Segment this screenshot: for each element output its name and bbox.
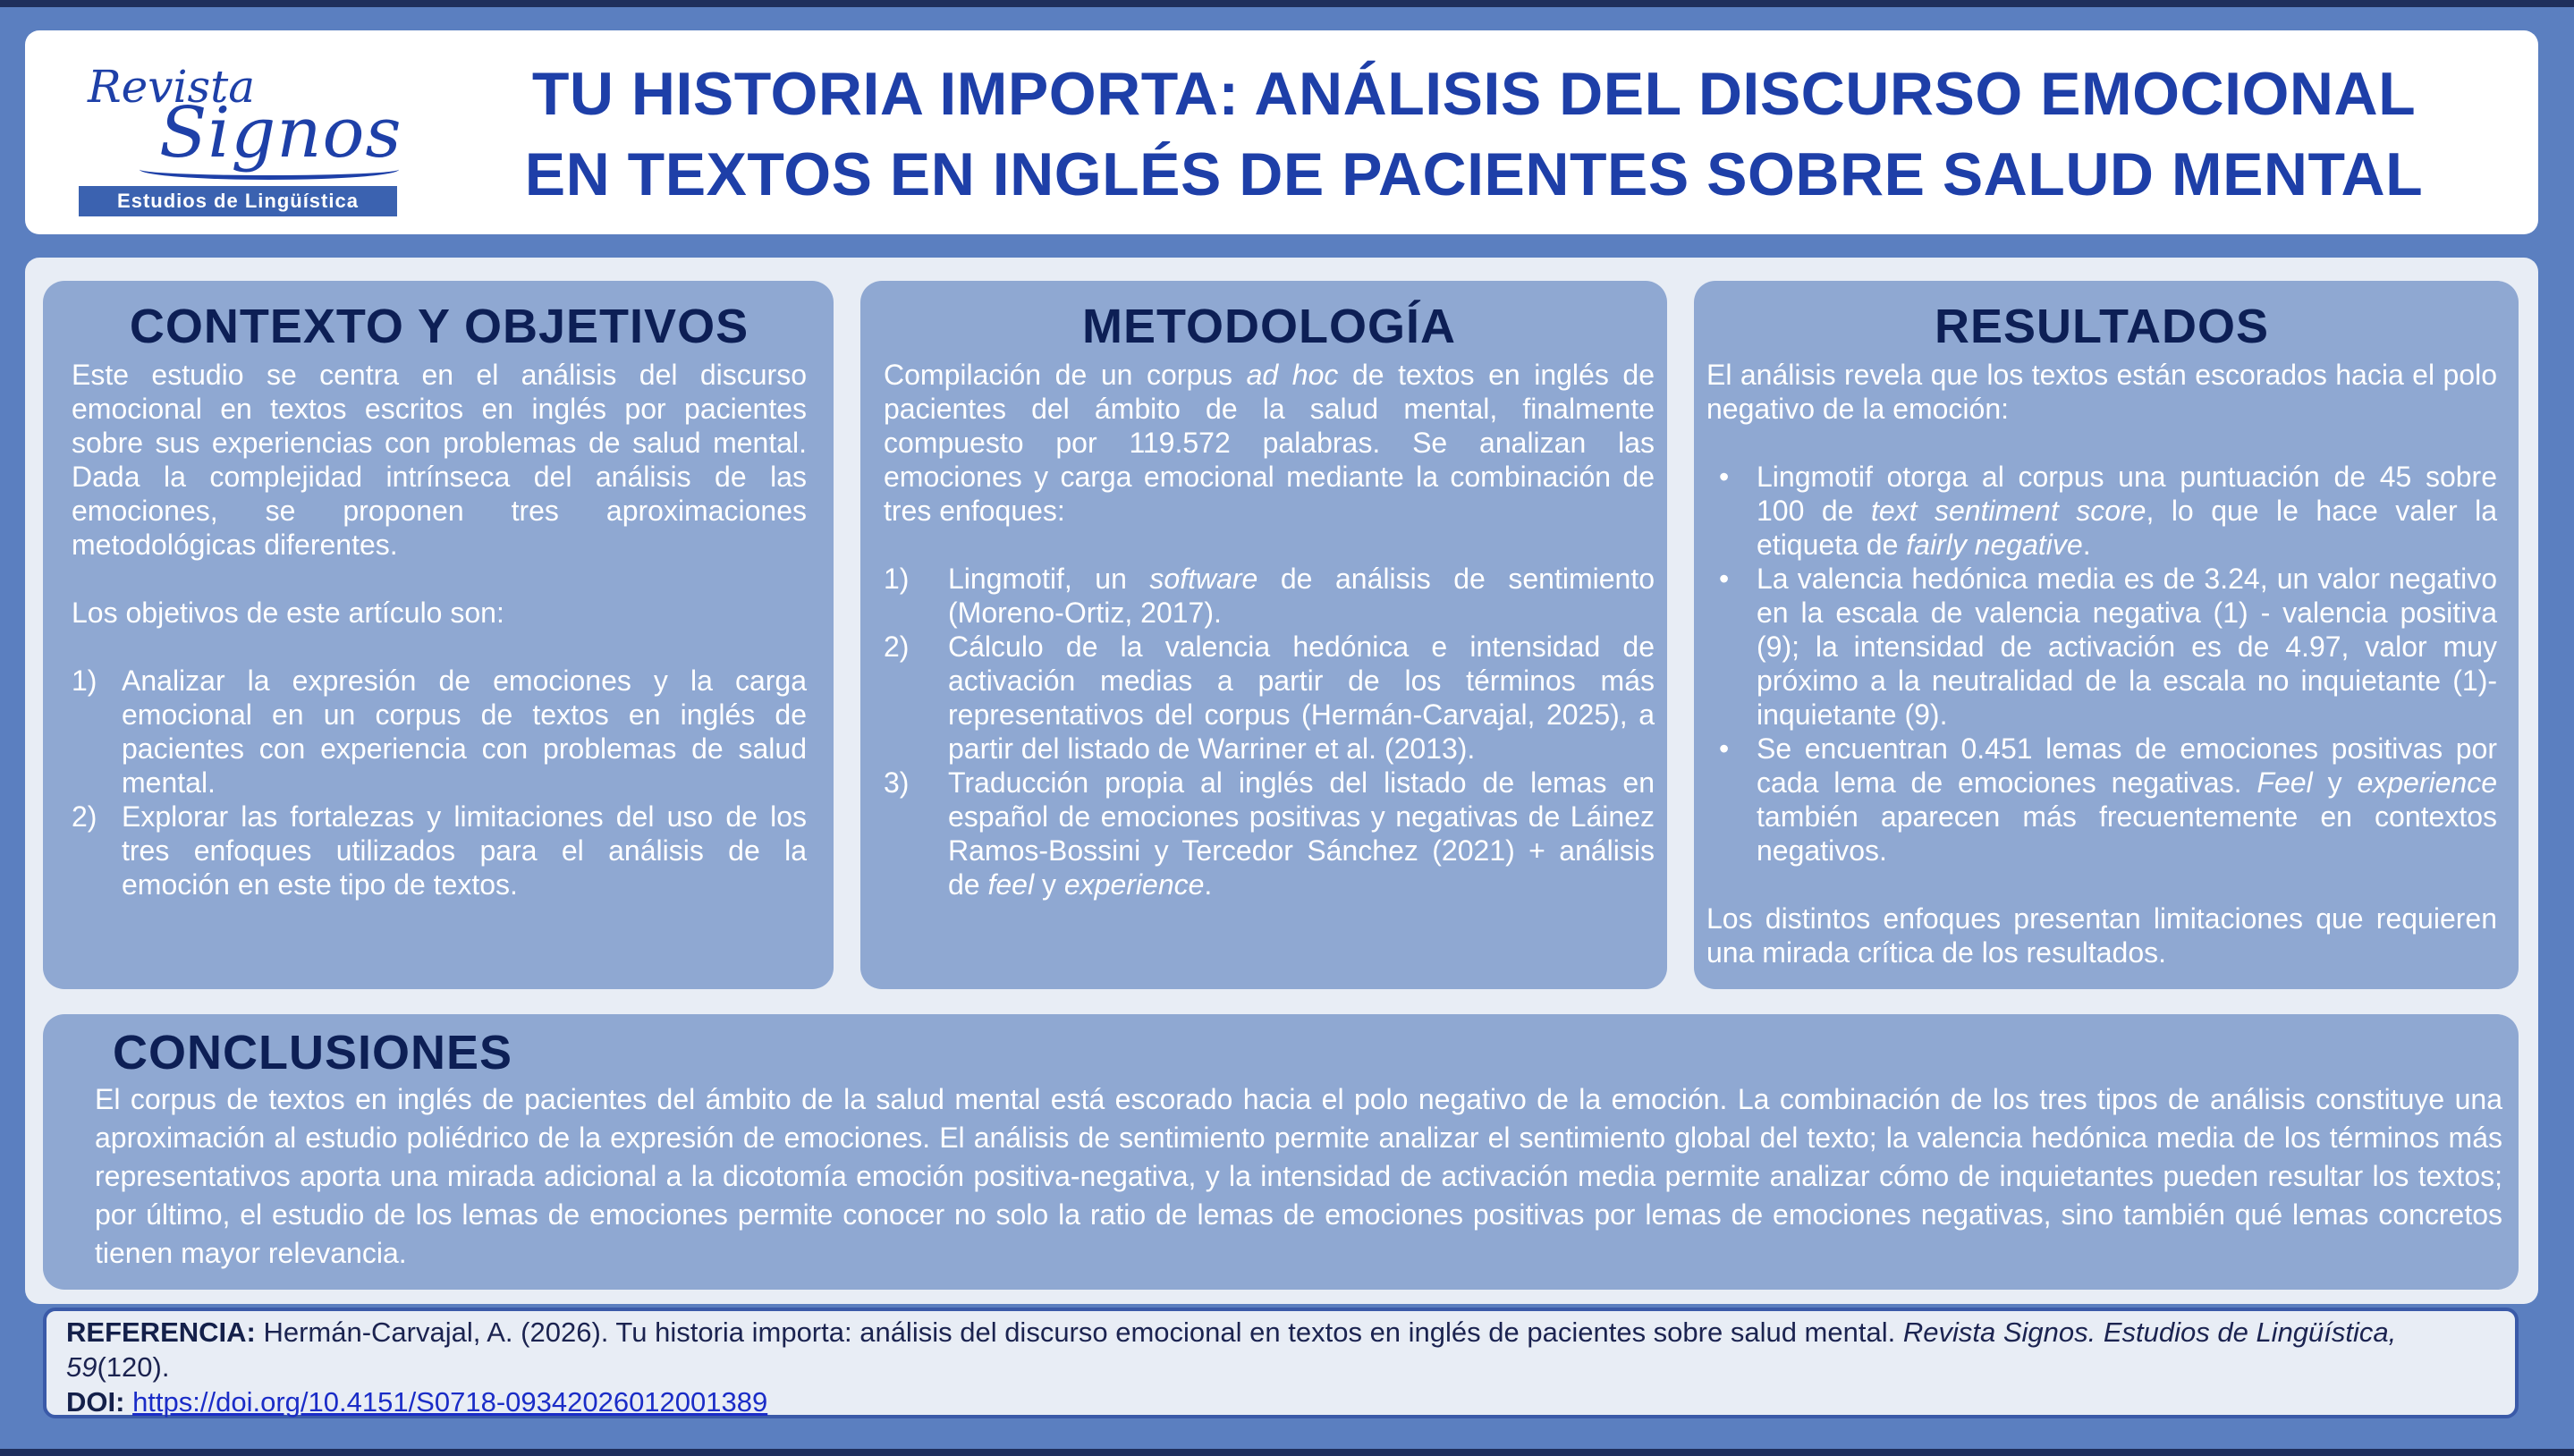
doi-link[interactable]: https://doi.org/10.4151/S0718-09342026012001389 [132, 1386, 768, 1418]
title-line-2: EN TEXTOS EN INGLÉS DE PACIENTES SOBRE SALUD MENTAL [524, 140, 2424, 208]
objectives-label: Los objetivos de este artículo son: [72, 597, 504, 629]
logo-swoosh-icon [140, 159, 399, 180]
objectives-list [72, 664, 807, 902]
reference-label: REFERENCIA: [66, 1316, 256, 1348]
logo-word-revista: Revista [88, 61, 256, 113]
reference-citation: REFERENCIA: Hermán-Carvajal, A. (2026). Tu historia importa: análisis del discurso emocional en textos en inglés de pacientes sobre salud mental. Revista Signos. Estudios de Lingüística, 59(120). [66, 1316, 2397, 1383]
context-heading: CONTEXTO Y OBJETIVOS [129, 300, 749, 353]
result-item: • Lingmotif otorga al corpus una puntuación de 45 sobre 100 de text sentiment score, lo que le hace valer la etiqueta de fairly negative. [1719, 461, 2498, 561]
objective-item: 1) Analizar la expresión de emociones y la carga emocional en un corpus de textos en inglés de pacientes con experiencia con problemas de salud mental. [72, 665, 807, 799]
context-panel [43, 281, 834, 989]
header [25, 30, 2538, 234]
logo-word-signos: Signos [159, 93, 402, 174]
poster-title [428, 54, 2520, 215]
journal-name: Revista Signos. Estudios de Lingüística, 59 [66, 1316, 2397, 1383]
bullet-icon: • [1719, 563, 1730, 595]
results-closing: Los distintos enfoques presentan limitaciones que requieren una mirada crítica de los resultados. [1706, 902, 2497, 969]
method-item: 2) Cálculo de la valencia hedónica e intensidad de activación medias a partir de los términos más representativos del corpus (Hermán-Carvajal, 2025), a partir del listado de Warriner et al. (2013). [884, 631, 1655, 765]
bullet-icon: • [1719, 461, 1730, 493]
method-item: 1) Lingmotif, un software de análisis de sentimiento (Moreno-Ortiz, 2017). [884, 563, 1655, 629]
context-body [72, 358, 807, 902]
context-intro: Este estudio se centra en el análisis del discurso emocional en textos escritos en inglés por pacientes sobre sus experiencias con problemas de salud mental. Dada la complejidad intrínseca del análisis de las emociones, se proponen tres aproximaciones metodológicas diferentes. [72, 359, 807, 561]
results-body [1706, 358, 2497, 969]
results-intro: El análisis revela que los textos están escorados hacia el polo negativo de la emoción: [1706, 359, 2497, 425]
reference-box [43, 1308, 2519, 1418]
methods-list [884, 562, 1655, 902]
result-item: • La valencia hedónica media es de 3.24, un valor negativo en la escala de valencia negativa (1) - valencia positiva (9); la intensidad de activación es de 4.97, valor muy próximo a la neutralidad de la escala no inquietante (1)-inquietante (9). [1719, 563, 2497, 731]
doi-line [66, 1384, 2497, 1419]
objective-item: 2) Explorar las fortalezas y limitaciones del uso de los tres enfoques utilizados para el análisis de la emoción en este tipo de textos. [72, 800, 807, 901]
bottom-border [0, 1449, 2574, 1456]
journal-logo [61, 61, 410, 213]
methodology-body [884, 358, 1655, 902]
result-item: • Se encuentran 0.451 lemas de emociones positivas por cada lema de emociones negativas. Feel y experience también aparecen más frecuentemente en contextos negativos. [1719, 732, 2497, 867]
results-list [1706, 460, 2497, 868]
method-item: 3) Traducción propia al inglés del listado de lemas en español de emociones positivas y negativas de Láinez Ramos-Bossini y Tercedor Sánchez (2021) + análisis de feel y experience. [884, 766, 1655, 901]
conclusions-body: El corpus de textos en inglés de pacientes del ámbito de la salud mental está escorado hacia el polo negativo de la emoción. La combinación de los tres tipos de análisis constituye una aproximación al estudio poliédrico de la expresión de emociones. El análisis de sentimiento permite analizar el sentimiento global del texto; la valencia hedónica media de los términos más representativos aporta una mirada adicional a la dicotomía emoción positiva-negativa, y la intensidad de activación media permite analizar cómo de inquietantes pueden resultar los textos; por último, el estudio de los lemas de emociones permite conocer no solo la ratio de lemas de emociones positivas por lemas de emociones negativas, sino también qué lemas concretos tienen mayor relevancia. [95, 1083, 2502, 1269]
methodology-heading: METODOLOGÍA [1081, 300, 1456, 353]
results-panel [1694, 281, 2519, 989]
title-line-1: TU HISTORIA IMPORTA: ANÁLISIS DEL DISCURSO EMOCIONAL [531, 60, 2417, 128]
top-border [0, 0, 2574, 7]
results-heading: RESULTADOS [1935, 300, 2269, 353]
methodology-intro: Compilación de un corpus ad hoc de textos en inglés de pacientes del ámbito de la salud mental, finalmente compuesto por 119.572 palabras. Se analizan las emociones y carga emocional mediante la combinación de tres enfoques: [884, 359, 1655, 527]
logo-subtitle-band: Estudios de Lingüística [79, 186, 397, 216]
bullet-icon: • [1719, 732, 1730, 765]
conclusions-heading: CONCLUSIONES [113, 1026, 513, 1079]
doi-label: DOI: [66, 1386, 125, 1418]
methodology-panel [860, 281, 1667, 989]
conclusions-panel [43, 1014, 2519, 1290]
